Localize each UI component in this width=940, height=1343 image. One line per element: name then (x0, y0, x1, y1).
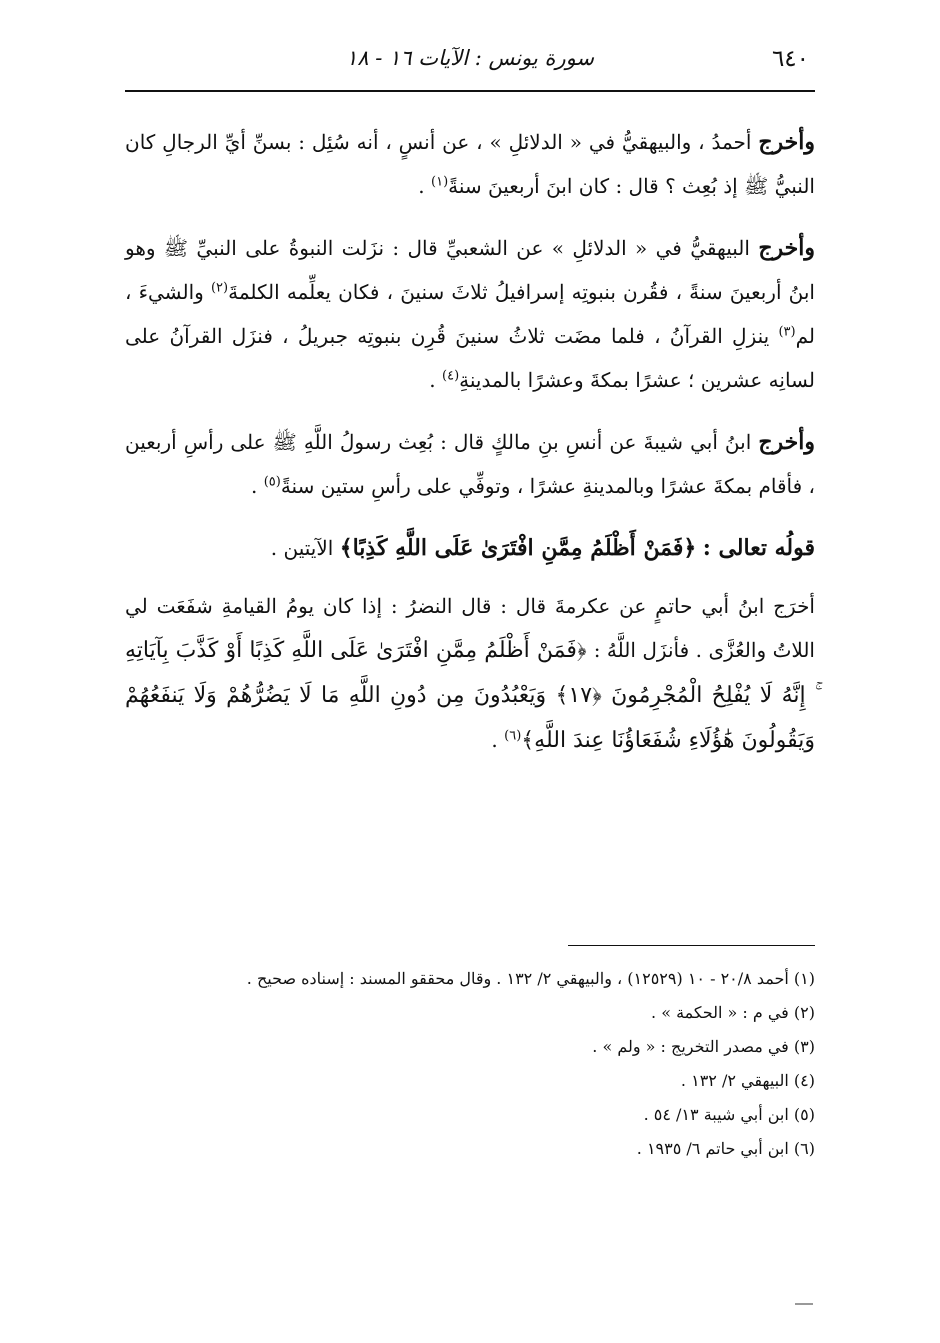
running-title: سورة يونس : الآيات ١٦ - ١٨ (345, 46, 595, 70)
quran-verse: ﴿فَمَنْ أَظْلَمُ مِمَّنِ افْتَرَىٰ عَلَى اللَّهِ كَذِبًا أَوْ كَذَّبَ بِآيَاتِهِ ۚ إِنَّهُ لَا يُفْلِحُ الْمُجْرِمُونَ ﴿١٧﴾ وَيَعْبُدُونَ مِن دُونِ اللَّهِ مَا لَا يَضُرُّهُمْ وَلَا يَنفَعُهُمْ وَيَقُولُونَ هَٰؤُلَاءِ شُفَعَاؤُنَا عِندَ اللَّهِ﴾ (125, 638, 815, 753)
footnote-1: (١) أحمد ٢٠/٨ - ١٠ (١٢٥٢٩) ، والبيهقي ٢/ ١٣٢ . وقال محققو المسند : إسناده صحيح . (246, 969, 815, 988)
paragraph-text: ابنُ أبي شيبةَ عن أنسِ بنِ مالكٍ قال : بُعِث رسولُ اللَّهِ ﷺ على رأسِ أربعين ، فأقام بمكةَ عشرًا وبالمدينةِ عشرًا ، وتوفِّي على رأسِ ستين سنةً (125, 430, 815, 498)
footnotes (125, 962, 815, 1166)
verse-heading-lead: قولُه تعالى : (702, 535, 815, 561)
footnote-rule (568, 945, 815, 946)
page-header (125, 38, 815, 82)
footnote-ref: (٥) (263, 474, 281, 490)
paragraph-end: . (491, 728, 505, 752)
paragraph-end: . (418, 174, 432, 198)
footnote-6: (٦) ابن أبي حاتم ٦/ ١٩٣٥ . (636, 1139, 815, 1158)
paragraph-lead: وأخرج (758, 429, 816, 455)
page-number: ٦٤٠ (771, 46, 809, 72)
footnote-4: (٤) البيهقي ٢/ ١٣٢ . (680, 1071, 815, 1090)
footnote-ref: (١) (431, 174, 449, 190)
footnote-ref: (٣) (778, 324, 796, 340)
paragraph-2 (125, 226, 815, 402)
main-text (125, 120, 815, 781)
footnote-3: (٣) في مصدر التخريج : « ولم » . (592, 1037, 815, 1056)
paragraph-end: الآيتين . (270, 536, 340, 560)
paragraph-lead: وأخرج (758, 129, 816, 155)
paragraph-end: . (429, 368, 442, 392)
paragraph-text: البيهقيُّ في « الدلائلِ » عن الشعبيِّ قال : نزَلت النبوةُ على النبيِّ ﷺ وهو ابنُ أربعينَ سنةً ، فقُرن بنبوتِه إسرافيلُ ثلاثَ سنينَ ، فكان يعلِّمه الكلمةَ (125, 236, 815, 304)
paragraph-5 (125, 584, 815, 763)
footnote-ref: (٤) (442, 368, 460, 384)
footnote-2: (٢) في م : « الحكمة » . (651, 1003, 815, 1022)
paragraph-1 (125, 120, 815, 208)
paragraph-3 (125, 420, 815, 508)
footnote-ref: (٦) (504, 728, 522, 744)
footnote-ref: (٢) (210, 280, 229, 296)
paragraph-end: . (250, 474, 264, 498)
footnote-5: (٥) ابن أبي شيبة ١٣/ ٥٤ . (643, 1105, 815, 1124)
scan-speck (795, 1303, 813, 1305)
header-rule (125, 90, 815, 92)
paragraph-text: أحمدُ ، والبيهقيُّ في « الدلائلِ » ، عن أنسٍ ، أنه سُئِل : بسنِّ أيِّ الرجالِ كان النبيُّ ﷺ إذ بُعِث ؟ قال : كان ابنَ أربعينَ سنةً (125, 130, 815, 198)
paragraph-text: أخرَج ابنُ أبي حاتمٍ عن عكرمةَ قال : قال النضرُ : إذا كان يومُ القيامةِ شفَعَت لي اللاتُ والعُزَّى . فأنزَل اللَّهُ : (125, 594, 815, 662)
paragraph-lead: وأخرج (758, 235, 816, 261)
quran-verse: ﴿فَمَنْ أَظْلَمُ مِمَّنِ افْتَرَىٰ عَلَى اللَّهِ كَذِبًا﴾ (339, 535, 697, 561)
verse-heading (125, 526, 815, 570)
paragraph-text: ينزلِ القرآنُ ، فلما مضَت ثلاثُ سنينَ قُرِن بنبوتِه جبريلُ ، فنزَل القرآنُ على لسانِه عشرين ؛ عشرًا بمكةَ وعشرًا بالمدينةِ (125, 324, 815, 392)
paragraph-text: والشيءَ ، لم (125, 280, 815, 348)
